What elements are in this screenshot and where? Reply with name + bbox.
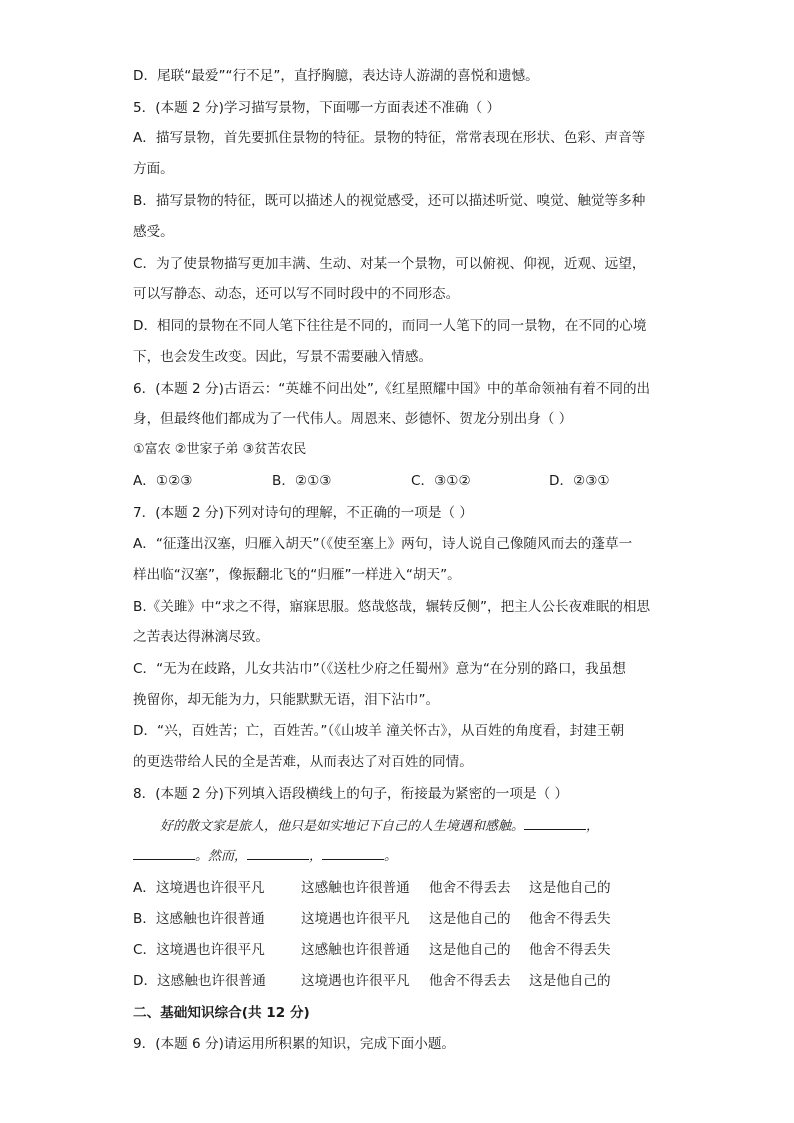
q8-punct: ， [309,849,323,864]
q7-option-d-line1: D．“兴，百姓苦；亡，百姓苦。”（《山坡羊 潼关怀古》，从百姓的角度看，封建王朝 [133,723,625,739]
q6-option: B．②①③ [272,473,332,489]
q8-passage-line1 [160,817,599,837]
q8-option-a-part1: A．这境遇也许很平凡 [133,880,265,896]
q8-option-d-part1: D．这感触也许很普通 [133,973,266,989]
q5-option-b-line2: 感受。 [133,224,174,240]
q8-passage-text: 。然而， [195,849,248,864]
q4-option-d: D．尾联“最爱”“行不足”，直抒胸臆，表达诗人游湖的喜悦和遗憾。 [133,68,539,84]
q7-option-d-line2: 的更迭带给人民的全是苦难，从而表达了对百姓的同情。 [133,754,473,770]
q7-option-b-line1: B.《关雎》中“求之不得，寤寐思服。悠哉悠哉，辗转反侧”，把主人公长夜难眠的相思 [133,599,651,615]
q5-option-a-line1: A．描写景物，首先要抓住景物的特征。景物的特征，常常表现在形状、色彩、声音等 [133,130,646,146]
q7-option-b-line2: 之苦表达得淋漓尽致。 [133,629,269,645]
q8-option-c-part2: 这感触也许很普通 [301,942,410,958]
q8-passage-line2 [133,847,397,867]
q8-option-a-part3: 他舍不得丢去 [429,880,511,896]
q8-option-b-part4: 他舍不得丢失 [529,911,611,927]
q5-option-c-line1: C．为了使景物描写更加丰满、生动、对某一个景物，可以俯视、仰视，近观、远望， [133,256,646,272]
q8-punct: ， [586,819,600,834]
q8-option-b-part1: B．这感触也许很普通 [133,911,265,927]
q8-punct: 。 [384,849,398,864]
fill-blank [322,847,384,860]
q6-option: D．②③① [549,473,610,489]
q7-option-a-line2: 样出临“汉塞”，像振翻北飞的“归雁”一样进入“胡天”。 [133,567,461,583]
q8-option-c-part4: 他舍不得丢失 [529,942,611,958]
q8-option-b-part2: 这境遇也许很平凡 [301,911,410,927]
q8-option-c-part1: C．这境遇也许很平凡 [133,942,265,958]
question-6-line2: 身，但最终他们都成为了一代伟人。周恩来、彭德怀、贺龙分别出身（ ） [133,411,573,427]
q5-option-b-line1: B．描写景物的特征，既可以描述人的视觉感受，还可以描述听觉、嗅觉、触觉等多种 [133,193,646,209]
q7-option-c-line2: 挽留你，却无能为力，只能默默无语，泪下沾巾”。 [133,692,440,708]
q5-option-d-line1: D．相同的景物在不同人笔下往往是不同的，而同一人笔下的同一景物，在不同的心境 [133,318,647,334]
q6-option: A．①②③ [133,473,193,489]
q8-option-a-part4: 这是他自己的 [529,880,611,896]
q8-option-d-part2: 这境遇也许很平凡 [301,973,410,989]
q8-option-c-part3: 这是他自己的 [429,942,511,958]
q7-option-a-line1: A．“征蓬出汉塞，归雁入胡天”（《使至塞上》两句，诗人说自己像随风而去的蓬草一 [133,536,633,552]
section-2-heading: 二、基础知识综合(共 12 分) [133,1005,310,1021]
question-9: 9．(本题 6 分)请运用所积累的知识，完成下面小题。 [133,1036,456,1052]
q8-option-d-part3: 他舍不得丢去 [429,973,511,989]
q8-passage-text: 好的散文家是旅人，他只是如实地记下自己的人生境遇和感触。 [160,819,525,834]
question-5: 5．(本题 2 分)学习描写景物，下面哪一方面表述不准确（ ） [133,100,501,116]
fill-blank [247,847,309,860]
q5-option-c-line2: 可以写静态、动态，还可以写不同时段中的不同形态。 [133,286,460,302]
q8-option-b-part3: 这是他自己的 [429,911,511,927]
q7-option-c-line1: C．“无为在歧路，儿女共沾巾”（《送杜少府之任蜀州》意为“在分别的路口，我虽想 [133,661,626,677]
question-6-line1: 6．(本题 2 分)古语云：“英雄不问出处”,《红星照耀中国》中的革命领袖有着不同的出 [133,381,651,397]
question-7: 7．(本题 2 分)下列对诗句的理解，不正确的一项是（ ） [133,505,473,521]
question-8: 8．(本题 2 分)下列填入语段横线上的句子，衔接最为紧密的一项是（ ） [133,786,569,802]
q8-option-a-part2: 这感触也许很普通 [301,880,410,896]
q6-choice-list: ①富农 ②世家子弟 ③贫苦农民 [133,442,307,457]
q6-option: C．③①② [411,473,471,489]
q8-option-d-part4: 这是他自己的 [529,973,611,989]
q5-option-a-line2: 方面。 [133,161,174,177]
q5-option-d-line2: 下，也会发生改变。因此，写景不需要融入情感。 [133,349,433,365]
fill-blank [524,817,586,830]
fill-blank [133,847,195,860]
